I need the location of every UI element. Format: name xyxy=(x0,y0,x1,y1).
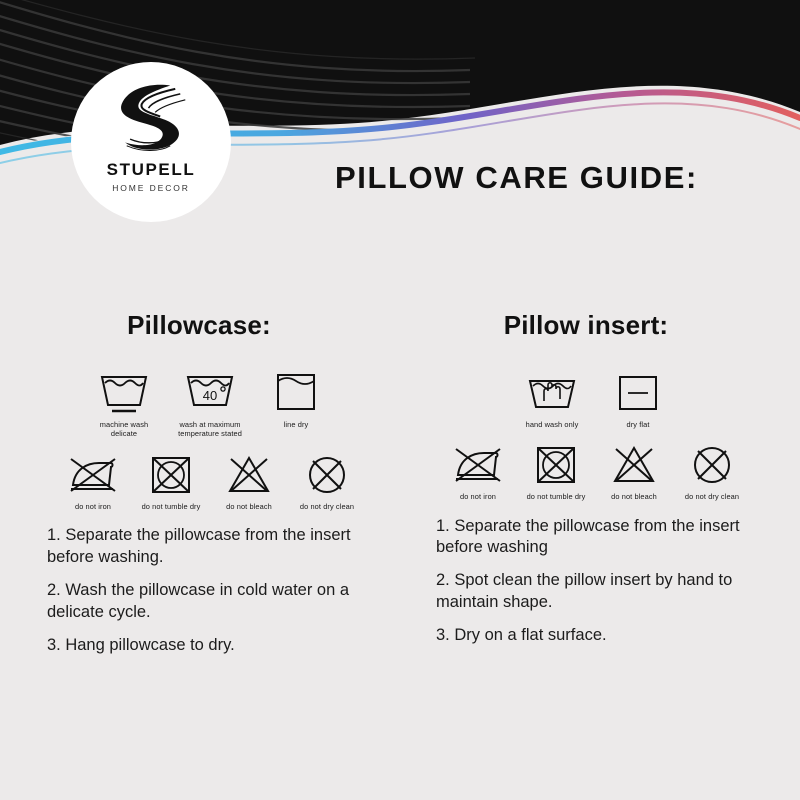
svg-text:40: 40 xyxy=(202,388,218,403)
instruction-step: 2. Spot clean the pillow insert by hand to maintain shape. xyxy=(436,571,733,612)
care-symbol-do-not-bleach xyxy=(213,453,285,511)
care-symbol-machine-wash-delicate xyxy=(88,367,160,439)
do-not-iron-icon xyxy=(450,443,506,487)
swoosh-logo-icon xyxy=(105,80,197,158)
care-symbol-wash-40 xyxy=(174,367,246,439)
line-dry-icon xyxy=(268,367,324,415)
care-symbols-row-1-left xyxy=(45,367,375,439)
wash-40-degrees-icon xyxy=(182,367,238,415)
care-symbol-label: do not tumble dry xyxy=(526,492,586,502)
do-not-bleach-icon xyxy=(221,453,277,497)
care-symbol-dry-flat xyxy=(602,367,674,429)
care-symbol-label: do not bleach xyxy=(226,501,272,511)
care-symbol-do-not-iron xyxy=(57,453,129,511)
do-not-tumble-dry-icon xyxy=(143,453,199,497)
section-pillowcase xyxy=(45,310,375,667)
care-symbol-do-not-tumble-dry xyxy=(520,443,592,501)
instructions-pillow-insert xyxy=(430,516,760,648)
do-not-tumble-dry-icon xyxy=(528,443,584,487)
care-symbol-label: line dry xyxy=(283,420,309,429)
care-symbol-do-not-dry-clean xyxy=(291,453,363,511)
care-symbol-label: do not tumble dry xyxy=(141,501,201,511)
instructions-pillowcase xyxy=(45,525,375,657)
care-symbols-row-2-left xyxy=(45,453,375,511)
care-symbol-label: do not bleach xyxy=(611,492,657,502)
care-symbol-label: machine wash delicate xyxy=(99,420,149,439)
do-not-dry-clean-icon xyxy=(299,453,355,497)
hand-wash-only-icon xyxy=(524,367,580,415)
care-symbol-label: hand wash only xyxy=(525,420,579,429)
care-symbol-label: do not iron xyxy=(74,501,112,511)
care-symbol-label: do not dry clean xyxy=(684,492,740,502)
care-symbols-row-1-right xyxy=(430,367,760,429)
instruction-step: 2. Wash the pillowcase in cold water on a delicate cycle. xyxy=(47,580,350,621)
brand-name: STUPELL xyxy=(106,160,196,179)
brand-tagline: HOME DECOR xyxy=(112,183,190,193)
care-symbol-do-not-iron xyxy=(442,443,514,501)
instruction-step: 1. Separate the pillowcase from the insert before washing xyxy=(436,516,740,557)
instruction-step: 3. Hang pillowcase to dry. xyxy=(47,635,235,654)
section-title-pillow-insert: Pillow insert: xyxy=(503,310,669,340)
care-symbol-label: do not iron xyxy=(459,492,497,502)
care-symbol-do-not-tumble-dry xyxy=(135,453,207,511)
dry-flat-icon xyxy=(610,367,666,415)
instruction-step: 3. Dry on a flat surface. xyxy=(436,626,607,645)
brand-logo xyxy=(71,62,231,222)
section-pillow-insert xyxy=(430,310,760,658)
care-symbol-label: dry flat xyxy=(626,420,650,429)
care-symbol-label: wash at maximum temperature stated xyxy=(178,420,242,439)
care-symbol-line-dry xyxy=(260,367,332,439)
machine-wash-delicate-icon xyxy=(96,367,152,415)
care-symbol-label: do not dry clean xyxy=(299,501,355,511)
page-title: PILLOW CARE GUIDE: xyxy=(335,160,698,195)
do-not-dry-clean-icon xyxy=(684,443,740,487)
care-symbol-do-not-bleach xyxy=(598,443,670,501)
care-symbols-row-2-right xyxy=(430,443,760,501)
care-symbol-hand-wash-only xyxy=(516,367,588,429)
do-not-bleach-icon xyxy=(606,443,662,487)
do-not-iron-icon xyxy=(65,453,121,497)
care-symbol-do-not-dry-clean xyxy=(676,443,748,501)
section-title-pillowcase: Pillowcase: xyxy=(127,310,271,340)
instruction-step: 1. Separate the pillowcase from the insert before washing. xyxy=(47,525,351,566)
